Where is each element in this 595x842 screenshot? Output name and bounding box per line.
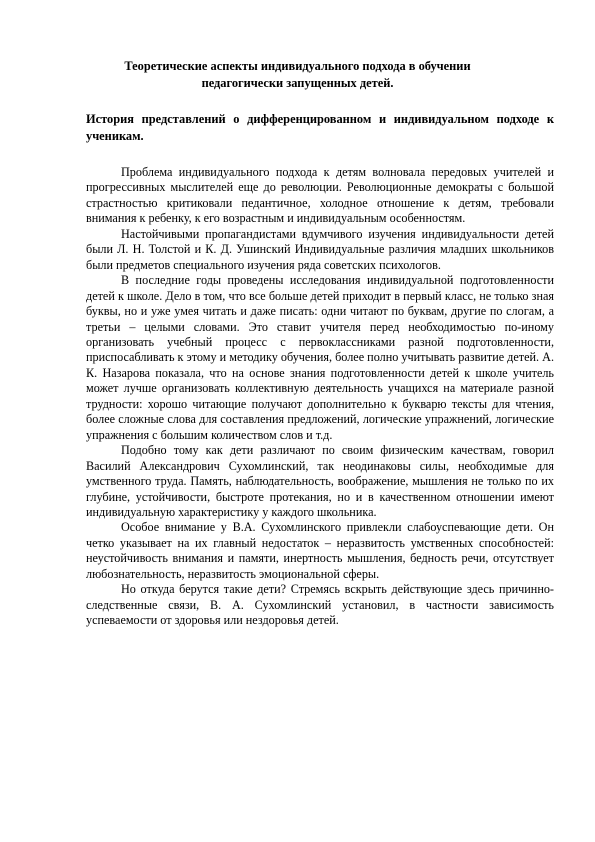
paragraph: Проблема индивидуального подхода к детям волновала передовых учителей и прогрессивных мыслителей еще до революции. Революционные демократы с большой страстностью критиковали педантичное, холодное отношение к детям, требовали внимания к ребенку, к его возрастным и индивидуальным особенностям. (86, 165, 554, 226)
paragraph: Подобно тому как дети различают по своим физическим качествам, говорил Василий Александрович Сухомлинский, так неодинаковы силы, необходимые для умственного труда. Память, наблюдательность, воображение, мышления не только по их глубине, устойчивости, быстроте протекания, но и в качественном отношении имеют индивидуальную характеристику у каждого школьника. (86, 443, 554, 519)
paragraph: Но откуда берутся такие дети? Стремясь вскрыть действующие здесь причинно- следственные связи, В. А. Сухомлинский установил, в частности зависимость успеваемости от здоровья или нездоровья детей. (86, 582, 554, 628)
paragraph: Настойчивыми пропагандистами вдумчивого изучения индивидуальности детей были Л. Н. Толстой и К. Д. Ушинский Индивидуальные различия младших школьников были предметов специального изучения ряда советских психологов. (86, 226, 554, 272)
section-heading: История представлений о дифференцированном и индивидуальном подходе к ученикам. (86, 112, 554, 143)
document-title (80, 58, 515, 92)
paragraph: В последние годы проведены исследования индивидуальной подготовленности детей к школе. Дело в том, что все больше детей приходит в первый класс, не только зная буквы, но и уже умея читать и даже писать: одни читают по буквам, другие по слогам, а третьи – целыми словами. Это ставит учителя перед необходимостью по-иному организовать учебный процесс с первоклассниками разной подготовленности, приспосабливать к этому и методику обучения, более полно учитывать развитие детей. А. К. Назарова показала, что на основе знания подготовленности детей к школе учитель может лучше организовать коллективную деятельность учащихся на материале разной трудности: хорошо читающие получают дополнительно к букварю тексты для чтения, более сложные слова для составления предложений, логические упражнений, логические упражнения с большим количеством слов и т.д. (86, 273, 554, 442)
document-body (86, 165, 554, 629)
title-line-1: Теоретические аспекты индивидуального подхода в обучении (124, 59, 471, 73)
title-line-2: педагогически запущенных детей. (201, 76, 394, 90)
paragraph: Особое внимание у В.А. Сухомлинского привлекли слабоуспевающие дети. Он четко указывает на их главный недостаток – неразвитость умственных способностей: неустойчивость внимания и памяти, инертность мышления, бедность речи, отсутствует любознательность, неразвитость эмоциональной сферы. (86, 520, 554, 581)
